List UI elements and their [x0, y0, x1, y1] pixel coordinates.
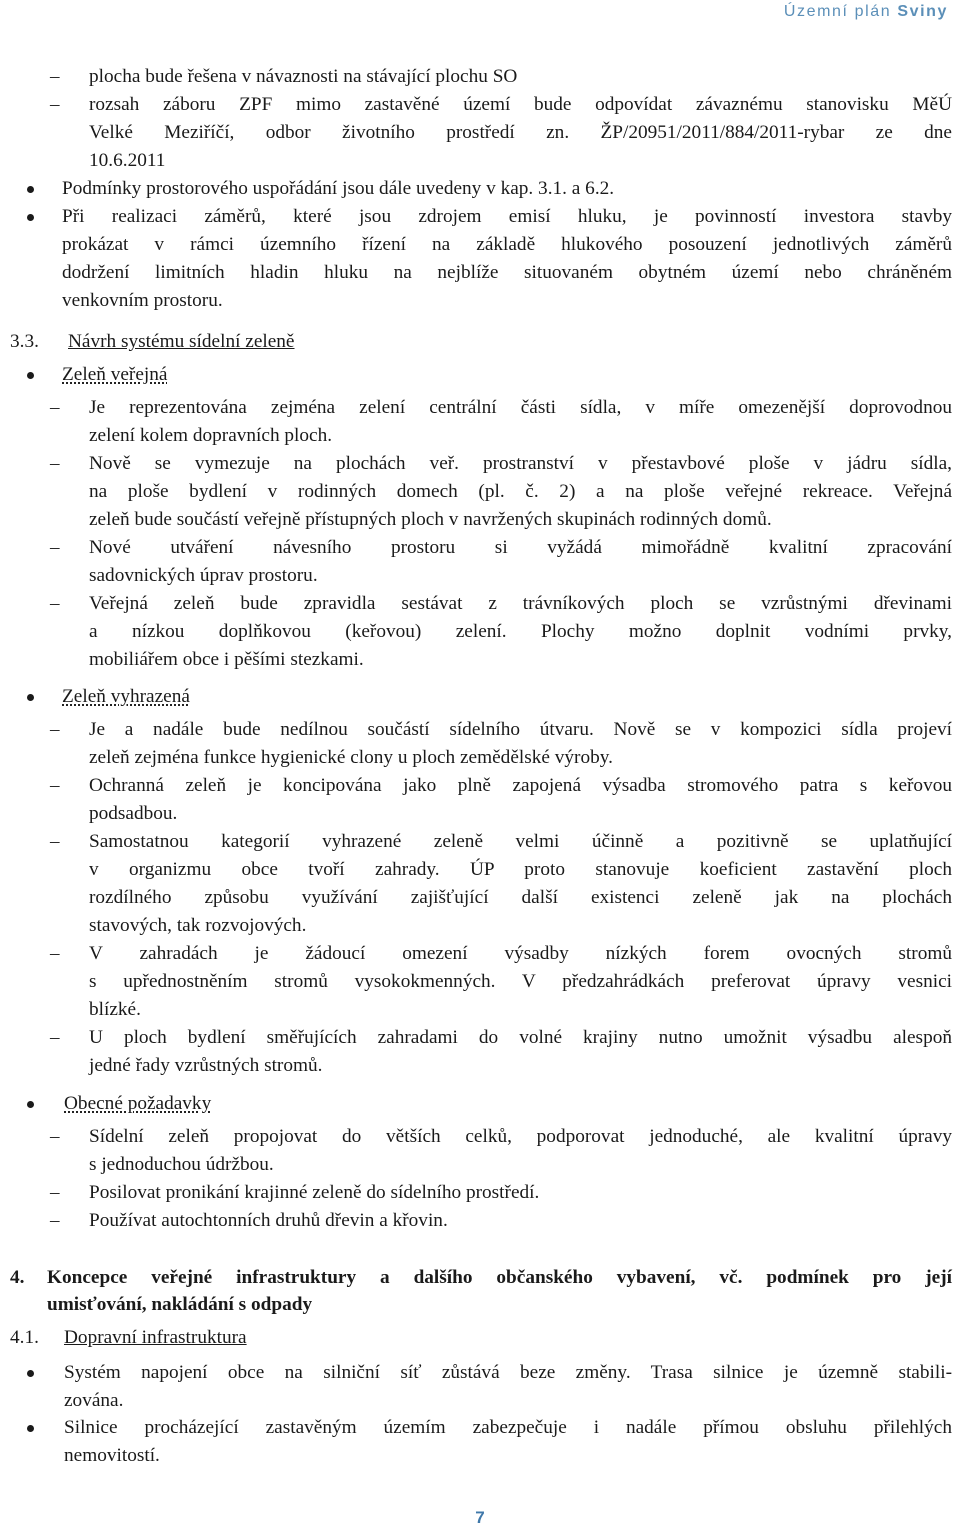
list-item: Posilovat pronikání krajinné zeleně do sídelního prostředí. [89, 1182, 540, 1203]
list-item: U ploch bydlení směřujících zahradami do volné krajiny nutno umožnit výsadbu alespoň [89, 1027, 952, 1048]
intro-dash-text: plocha bude řešena v návaznosti na stávající plochu SO [89, 66, 518, 87]
list-item: zována. [64, 1390, 124, 1411]
bullet-marker [27, 1101, 34, 1108]
list-item: stavových, tak rozvojových. [89, 915, 307, 936]
list-item: Sídelní zeleň propojovat do větších celků, podporovat jednoduché, ale kvalitní úpravy [89, 1126, 952, 1147]
page-number: 7 [475, 1508, 485, 1527]
list-item: Nové utváření návesního prostoru si vyžádá mimořádně kvalitní zpracování [89, 537, 952, 558]
list-item: Je a nadále bude nedílnou součástí sídelního útvaru. Nově se v kompozici sídla projeví [89, 719, 952, 740]
dash-marker: – [50, 775, 60, 796]
chapter-title: Koncepce veřejné infrastruktury a dalšího občanského vybavení, vč. podmínek pro její [47, 1267, 952, 1288]
bullet-marker [27, 214, 34, 221]
list-item: s upřednostněním stromů vysokokmenných. V předzahrádkách preferovat úpravy vesnici [89, 971, 952, 992]
list-item: Veřejná zeleň bude zpravidla sestávat z trávníkových ploch se vzrůstnými dřevinami [89, 593, 952, 614]
section-number: 3.3. [10, 331, 39, 352]
list-item: Samostatnou kategorií vyhrazené zeleně velmi účinně a pozitivně se uplatňující [89, 831, 952, 852]
list-item: Je reprezentována zejména zelení centrální části sídla, v míře omezenější doprovodnou [89, 397, 952, 418]
list-item: jedné řady vzrůstných stromů. [89, 1055, 323, 1076]
dash-marker: – [50, 94, 60, 115]
dash-marker: – [50, 1182, 60, 1203]
section-number: 4.1. [10, 1327, 39, 1348]
header-place: Sviny [897, 3, 948, 20]
list-item: sadovnických úprav prostoru. [89, 565, 318, 586]
dash-marker: – [50, 397, 60, 418]
list-item: zeleň bude součástí veřejně přístupných ploch v navržených skupinách rodinných domů. [89, 509, 772, 530]
section-title: Návrh systému sídelní zeleně [68, 331, 295, 352]
page-header [784, 3, 948, 21]
list-item: s jednoduchou údržbou. [89, 1154, 274, 1175]
subheading: Zeleň vyhrazená [62, 686, 190, 707]
list-item: a nízkou doplňkovou (keřovou) zelení. Plochy možno doplnit vodními prvky, [89, 621, 952, 642]
chapter-title: umisťování, nakládání s odpady [47, 1294, 313, 1315]
bullet-marker [27, 1370, 34, 1377]
intro-dash-text: rozsah záboru ZPF mimo zastavěné území bude odpovídat závaznému stanovisku MěÚ [89, 94, 952, 115]
intro-bullet-text: prokázat v rámci územního řízení na základě hlukového posouzení jednotlivých záměrů [62, 234, 952, 255]
intro-bullet-text: venkovním prostoru. [62, 290, 223, 311]
intro-bullet-text: Podmínky prostorového uspořádání jsou dále uvedeny v kap. 3.1. a 6.2. [62, 178, 615, 199]
list-item: blízké. [89, 999, 141, 1020]
list-item: Silnice procházející zastavěným územím zabezpečuje i nadále přímou obsluhu přilehlých [64, 1417, 952, 1438]
dash-marker: – [50, 943, 60, 964]
dash-marker: – [50, 1210, 60, 1231]
list-item: mobiliářem obce i pěšími stezkami. [89, 649, 364, 670]
intro-dash-text: Velké Meziříčí, odbor životního prostředí zn. ŽP/20951/2011/884/2011-rybar ze dne [89, 122, 952, 143]
dash-marker: – [50, 1126, 60, 1147]
bullet-marker [27, 694, 34, 701]
list-item: v organizmu obce tvoří zahrady. ÚP proto stanovuje koeficient zastavění ploch [89, 859, 952, 880]
list-item: Používat autochtonních druhů dřevin a křovin. [89, 1210, 448, 1231]
list-item: nemovitostí. [64, 1445, 160, 1466]
list-item: rozdílného způsobu využívání zajišťující další existenci zeleně jak na plochách [89, 887, 952, 908]
intro-bullet-text: dodržení limitních hladin hluku na nejblíže situovaném obytném území nebo chráněném [62, 262, 952, 283]
list-item: zelení kolem dopravních ploch. [89, 425, 333, 446]
dash-marker: – [50, 1027, 60, 1048]
subheading: Zeleň veřejná [62, 364, 168, 385]
list-item: Systém napojení obce na silniční síť zůstává beze změny. Trasa silnice je územně stabili- [64, 1362, 952, 1383]
list-item: na ploše bydlení v rodinných domech (pl. č. 2) a na ploše veřejné rekreace. Veřejná [89, 481, 952, 502]
section-title: Dopravní infrastruktura [64, 1327, 247, 1348]
subheading: Obecné požadavky [64, 1093, 212, 1114]
dash-marker: – [50, 831, 60, 852]
list-item: Nově se vymezuje na plochách veř. prostranství v přestavbové ploše v jádru sídla, [89, 453, 952, 474]
bullet-marker [27, 1425, 34, 1432]
dash-marker: – [50, 453, 60, 474]
dash-marker: – [50, 537, 60, 558]
dash-marker: – [50, 66, 60, 87]
bullet-marker [27, 186, 34, 193]
intro-bullet-text: Při realizaci záměrů, které jsou zdrojem emisí hluku, je povinností investora stavby [62, 206, 952, 227]
intro-dash-text: 10.6.2011 [89, 150, 166, 171]
chapter-number: 4. [10, 1267, 25, 1288]
dash-marker: – [50, 719, 60, 740]
header-doc-type: Územní plán [783, 3, 892, 20]
list-item: podsadbou. [89, 803, 178, 824]
bullet-marker [27, 372, 34, 379]
list-item: V zahradách je žádoucí omezení výsadby nízkých forem ovocných stromů [89, 943, 952, 964]
list-item: zeleň zejména funkce hygienické clony u ploch zemědělské výroby. [89, 747, 613, 768]
dash-marker: – [50, 593, 60, 614]
list-item: Ochranná zeleň je koncipována jako plně zapojená výsadba stromového patra s keřovou [89, 775, 952, 796]
